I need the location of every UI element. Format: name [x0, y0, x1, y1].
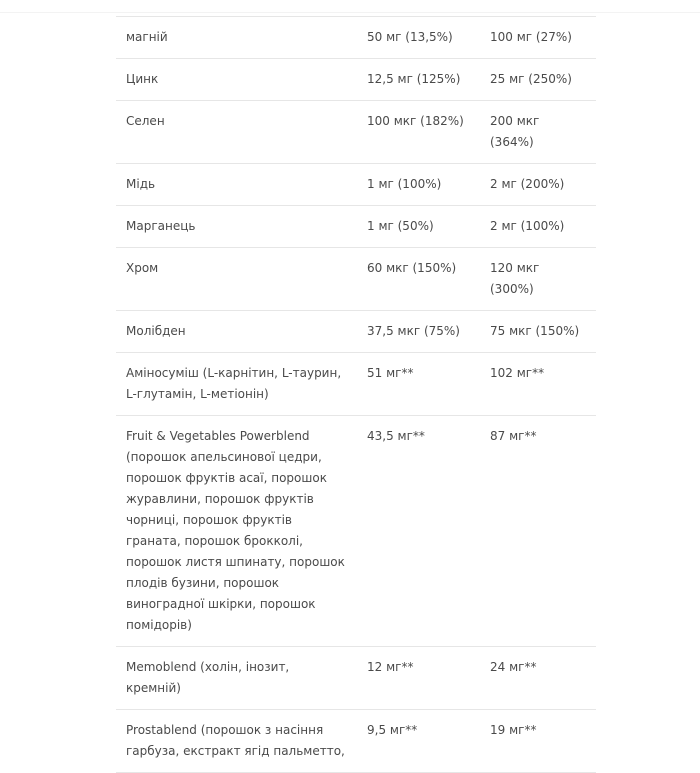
ingredient-name-cell: Марганець: [126, 219, 196, 233]
ingredient-name-cell: Мідь: [126, 177, 156, 191]
ingredient-name-cell: Селен: [126, 114, 165, 128]
dose-1-cell: 60 мкг (150%): [367, 261, 457, 275]
dose-1-cell: 9,5 мг**: [367, 723, 418, 737]
table-row: [116, 59, 596, 101]
table-row: [116, 353, 596, 416]
table-row: [116, 710, 596, 773]
dose-1-cell: 51 мг**: [367, 366, 414, 380]
ingredient-name-cell: Молібден: [126, 324, 186, 338]
dose-1-cell: 37,5 мкг (75%): [367, 324, 460, 338]
dose-1-cell: 1 мг (100%): [367, 177, 442, 191]
ingredient-name-cell: Хром: [126, 261, 159, 275]
ingredient-name-cell: Fruit & Vegetables Powerblend (порошок апельсинової цедри, порошок фруктів асаї, порошок журавлини, порошок фруктів чорниці, порошок фруктів граната, порошок брокколі, порошок листя шпинату, порошок плодів бузини, порошок виноградної шкірки, порошок помідорів): [126, 429, 345, 632]
ingredient-name-cell: Memoblend (холін, інозит, кремній): [126, 660, 290, 695]
top-divider: [0, 0, 700, 13]
dose-1-cell: 50 мг (13,5%): [367, 30, 453, 44]
table-row: [116, 647, 596, 710]
ingredient-name-cell: Цинк: [126, 72, 159, 86]
dose-2-cell: 2 мг (100%): [490, 219, 565, 233]
table-row: [116, 248, 596, 311]
dose-2-cell: 100 мг (27%): [490, 30, 572, 44]
dose-2-cell: 19 мг**: [490, 723, 537, 737]
dose-1-cell: 43,5 мг**: [367, 429, 425, 443]
dose-2-cell: 120 мкг (300%): [490, 261, 540, 296]
ingredient-name-cell: магній: [126, 30, 168, 44]
dose-2-cell: 24 мг**: [490, 660, 537, 674]
table-row: [116, 164, 596, 206]
ingredient-name-cell: Аміносуміш (L-карнітин, L-таурин, L-глутамін, L-метіонін): [126, 366, 342, 401]
table-row: [116, 206, 596, 248]
dose-1-cell: 1 мг (50%): [367, 219, 434, 233]
dose-1-cell: 100 мкг (182%): [367, 114, 464, 128]
table-row: [116, 17, 596, 59]
dose-2-cell: 75 мкг (150%): [490, 324, 580, 338]
dose-2-cell: 200 мкг (364%): [490, 114, 540, 149]
table-row: [116, 416, 596, 647]
dose-2-cell: 25 мг (250%): [490, 72, 572, 86]
nutrition-table: [116, 16, 596, 773]
dose-2-cell: 87 мг**: [490, 429, 537, 443]
table-row: [116, 311, 596, 353]
dose-2-cell: 102 мг**: [490, 366, 545, 380]
table-row: [116, 101, 596, 164]
dose-2-cell: 2 мг (200%): [490, 177, 565, 191]
dose-1-cell: 12,5 мг (125%): [367, 72, 461, 86]
ingredient-name-cell: Prostablend (порошок з насіння гарбуза, екстракт ягід пальметто,: [126, 723, 345, 758]
dose-1-cell: 12 мг**: [367, 660, 414, 674]
